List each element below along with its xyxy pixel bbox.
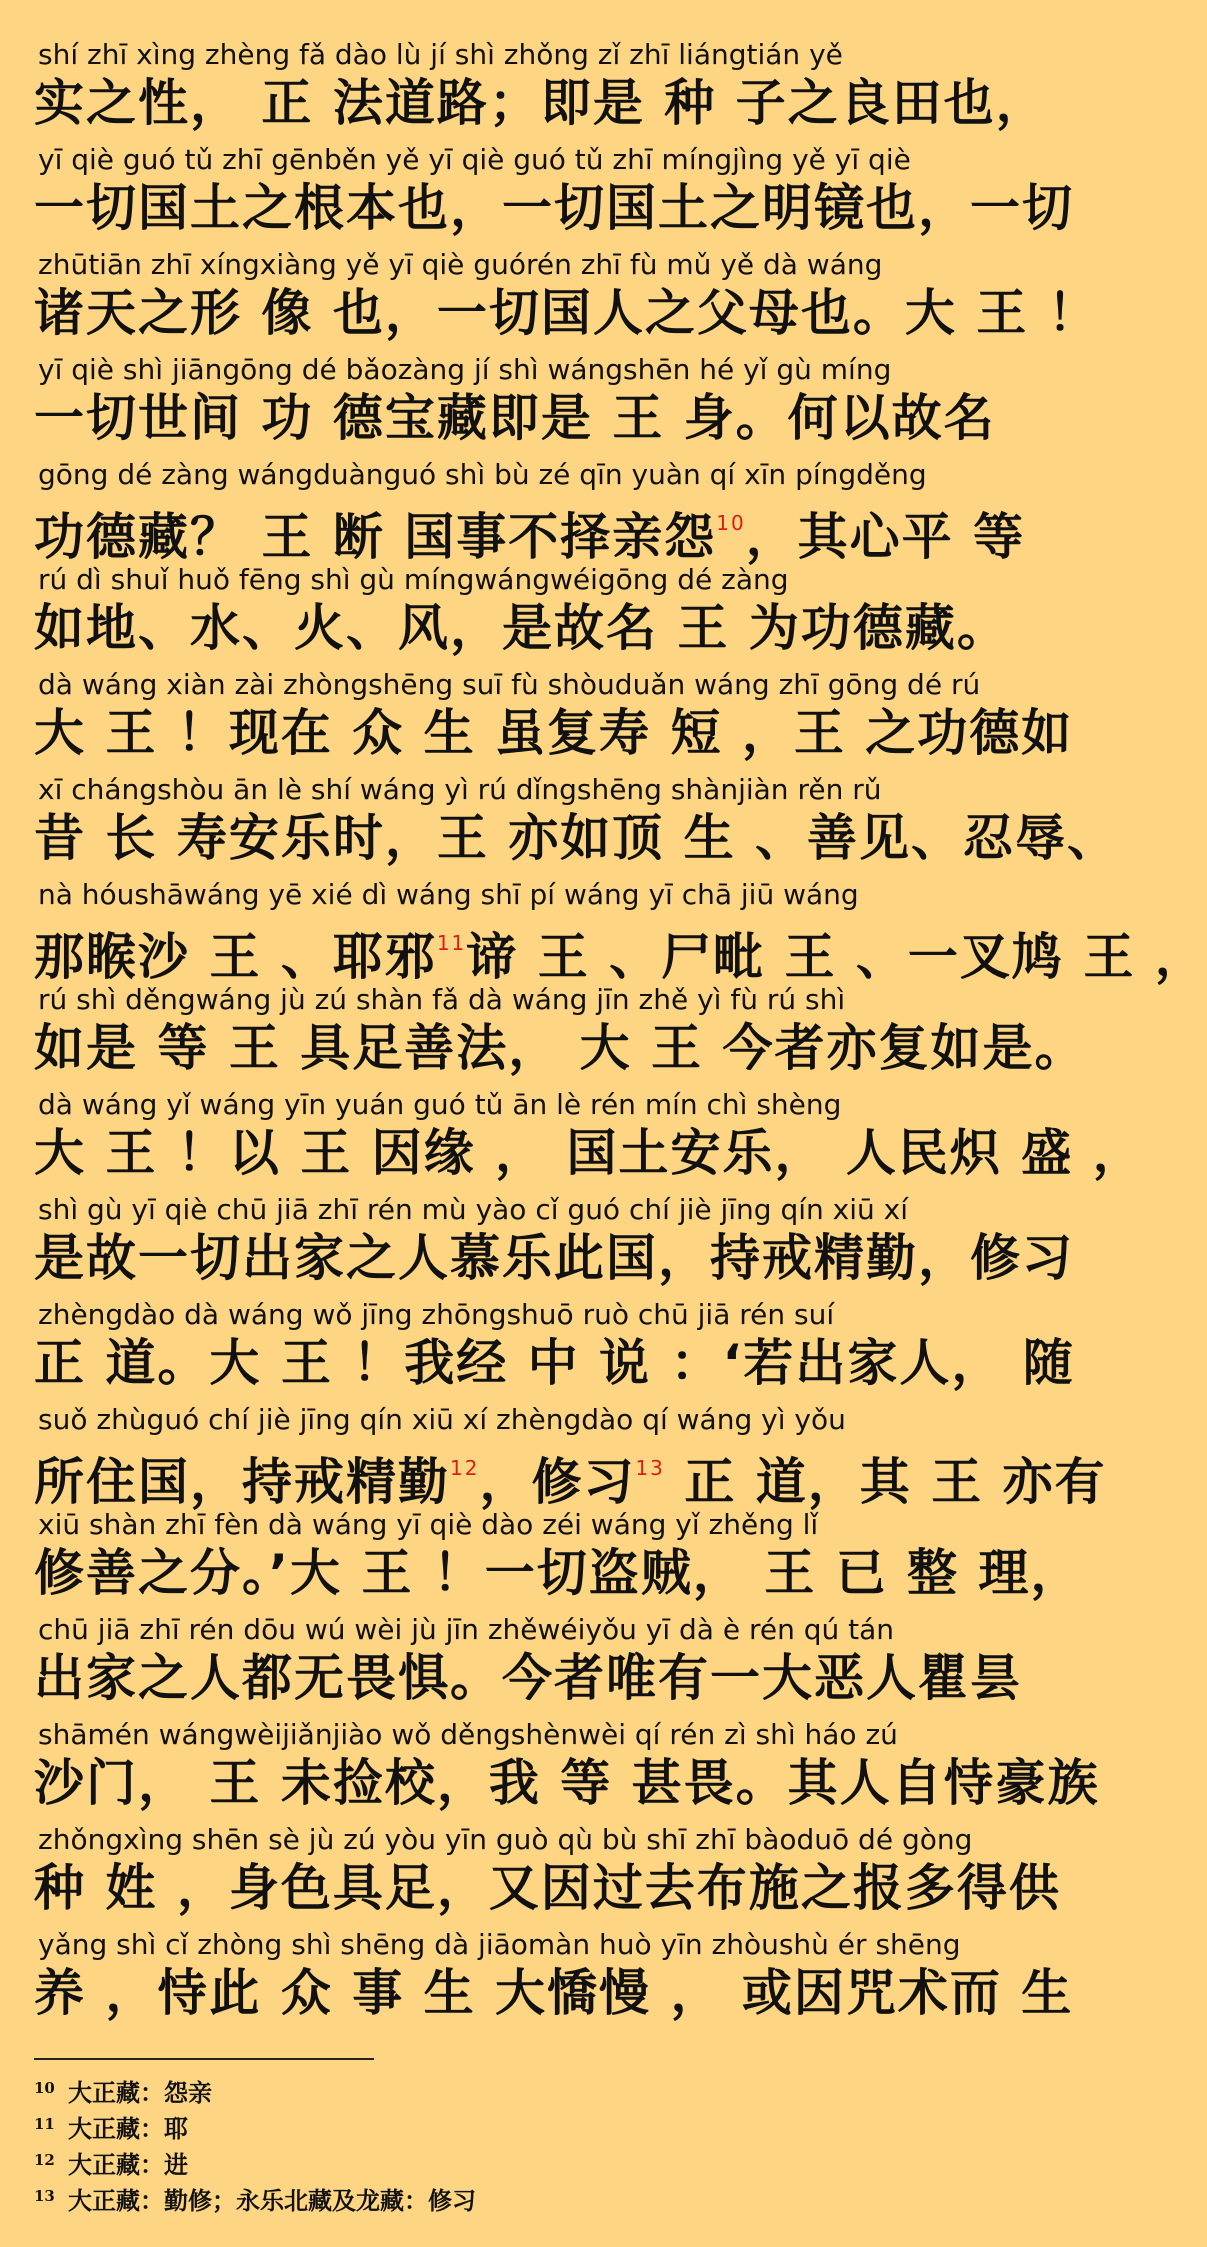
- hanzi-line: [34, 1124, 1145, 1182]
- footnote: [34, 2070, 1034, 2106]
- hanzi-line: [34, 179, 1074, 237]
- text-body: [0, 28, 1207, 2023]
- footnote-ref: 12: [450, 1456, 480, 1480]
- hanzi-text: 谛 王 、尸毗 王 、一叉鸠 王 ，: [466, 928, 1207, 986]
- pinyin-line: yǎng shì cǐ zhòng shì shēng dà jiāomàn huò yīn zhòushù ér shēng: [38, 1928, 961, 1961]
- pinyin-line: gōng dé zàng wángduànguó shì bù zé qīn yuàn qí xīn píngděng: [38, 458, 927, 491]
- hanzi-line: [34, 1019, 1087, 1077]
- footnote-ref: 13: [635, 1456, 665, 1480]
- pinyin-line: shì gù yī qiè chū jiā zhī rén mù yào cǐ guó chí jiè jīng qín xiū xí: [38, 1193, 908, 1226]
- hanzi-line: [34, 1544, 1083, 1602]
- text-line: [0, 658, 1080, 763]
- text-line: [0, 763, 1120, 868]
- footnote-number: 10: [34, 2079, 55, 2097]
- hanzi-text: 是故一切出家之人慕乐此国，持戒精勤，修习: [34, 1229, 1074, 1287]
- pinyin-line: xī chángshòu ān lè shí wáng yì rú dǐngshēng shànjiàn rěn rǔ: [38, 773, 882, 806]
- footnote: [34, 2106, 1034, 2142]
- text-line: [0, 1393, 1107, 1511]
- pinyin-line: yī qiè shì jiāngōng dé bǎozàng jí shì wángshēn hé yǐ gù míng: [38, 353, 892, 386]
- hanzi-line: [34, 1754, 1100, 1812]
- footnote-text: 大正藏：怨亲: [68, 2078, 212, 2107]
- hanzi-text: 实之性， 正 法道路；即是 种 子之良田也，: [34, 74, 1048, 132]
- text-line: [0, 238, 1100, 343]
- hanzi-text: 诸天之形 像 也，一切国人之父母也。大 王 ！: [34, 284, 1100, 342]
- text-line: [0, 1498, 1083, 1603]
- pinyin-line: rú shì děngwáng jù zú shàn fǎ dà wáng jīn zhě yì fù rú shì: [38, 983, 846, 1016]
- text-line: [0, 1288, 1080, 1393]
- footnote-text: 大正藏：勤修；永乐北藏及龙藏：修习: [68, 2186, 476, 2215]
- hanzi-text: 那睺沙 王 、耶邪: [34, 928, 437, 986]
- hanzi-text: 一切世间 功 德宝藏即是 王 身。何以故名: [34, 389, 996, 447]
- hanzi-text: 昔 长 寿安乐时，王 亦如顶 生 、善见、忍辱、: [34, 809, 1120, 867]
- text-line: [0, 868, 1207, 986]
- hanzi-text: 功德藏？ 王 断 国事不择亲怨: [34, 508, 717, 566]
- text-line: [0, 553, 1080, 658]
- pinyin-line: shāmén wángwèijiǎnjiào wǒ děngshènwèi qí rén zì shì háo zú: [38, 1718, 898, 1751]
- footnote-number: 12: [34, 2151, 55, 2169]
- hanzi-line: [34, 599, 1056, 657]
- text-line: [0, 133, 1080, 238]
- footnote-divider: [34, 2058, 374, 2060]
- hanzi-line: [34, 1964, 1074, 2022]
- footnote-text: 大正藏：耶: [68, 2114, 188, 2143]
- pinyin-line: dà wáng yǐ wáng yīn yuán guó tǔ ān lè rén mín chì shèng: [38, 1088, 842, 1121]
- hanzi-line: [34, 704, 1074, 762]
- footnote-ref: 11: [436, 931, 467, 955]
- text-line: [0, 1603, 1080, 1708]
- text-line: [0, 1918, 1080, 2023]
- hanzi-text: 修善之分。’大 王 ！一切盗贼， 王 已 整 理，: [34, 1544, 1083, 1602]
- footnote-number: 11: [34, 2115, 55, 2133]
- hanzi-text: 出家之人都无畏惧。今者唯有一大恶人瞿昙: [34, 1649, 1022, 1707]
- footnote-ref: 10: [716, 511, 746, 535]
- hanzi-text: 所住国，持戒精勤: [34, 1453, 450, 1511]
- hanzi-text: 大 王 ！现在 众 生 虽复寿 短 ，王 之功德如: [34, 704, 1074, 762]
- hanzi-text: 种 姓 ，身色具足，又因过去布施之报多得供: [34, 1859, 1061, 1917]
- text-line: [0, 1183, 1080, 1288]
- hanzi-text: 如是 等 王 具足善法， 大 王 今者亦复如是。: [34, 1019, 1087, 1077]
- text-line: [0, 343, 1080, 448]
- pinyin-line: chū jiā zhī rén dōu wú wèi jù jīn zhěwéiyǒu yī dà è rén qú tán: [38, 1613, 895, 1646]
- hanzi-text: ，其心平 等: [745, 508, 1026, 566]
- hanzi-text: ，修习: [479, 1453, 636, 1511]
- hanzi-text: 正 道，其 王 亦有: [664, 1453, 1107, 1511]
- hanzi-line: [34, 1229, 1074, 1287]
- hanzi-text: 一切国土之根本也，一切国土之明镜也，一切: [34, 179, 1074, 237]
- footnote: [34, 2142, 1034, 2178]
- pinyin-line: shí zhī xìng zhèng fǎ dào lù jí shì zhǒng zǐ zhī liángtián yě: [38, 38, 843, 71]
- hanzi-text: 正 道。大 王 ！我经 中 说 ：‘若出家人， 随: [34, 1334, 1075, 1392]
- hanzi-line: [34, 1859, 1061, 1917]
- hanzi-line: [34, 284, 1100, 342]
- text-line: [0, 448, 1080, 566]
- hanzi-line: [34, 389, 1056, 447]
- text-line: [0, 1078, 1145, 1183]
- pinyin-line: zhūtiān zhī xíngxiàng yě yī qiè guórén zhī fù mǔ yě dà wáng: [38, 248, 883, 281]
- hanzi-text: 养 ，恃此 众 事 生 大憍慢 ， 或因咒术而 生: [34, 1964, 1074, 2022]
- hanzi-line: [34, 1334, 1075, 1392]
- pinyin-line: suǒ zhùguó chí jiè jīng qín xiū xí zhèngdào qí wáng yì yǒu: [38, 1403, 846, 1436]
- hanzi-line: [34, 74, 1056, 132]
- pinyin-line: zhǒngxìng shēn sè jù zú yòu yīn guò qù bù shī zhī bàoduō dé gòng: [38, 1823, 973, 1856]
- text-line: [0, 973, 1087, 1078]
- hanzi-text: 沙门， 王 未捡校，我 等 甚畏。其人自恃豪族: [34, 1754, 1100, 1812]
- hanzi-text: 如地、水、火、风，是故名 王 为功德藏。: [34, 599, 1009, 657]
- pinyin-line: xiū shàn zhī fèn dà wáng yī qiè dào zéi wáng yǐ zhěng lǐ: [38, 1508, 819, 1541]
- hanzi-line: [34, 1649, 1056, 1707]
- hanzi-text: 大 王 ！以 王 因缘 ， 国土安乐， 人民炽 盛 ，: [34, 1124, 1145, 1182]
- pinyin-line: zhèngdào dà wáng wǒ jīng zhōngshuō ruò chū jiā rén suí: [38, 1298, 835, 1331]
- footnotes: [34, 2070, 1034, 2214]
- text-line: [0, 28, 1080, 133]
- pinyin-line: yī qiè guó tǔ zhī gēnběn yě yī qiè guó tǔ zhī míngjìng yě yī qiè: [38, 143, 911, 176]
- text-line: [0, 1813, 1080, 1918]
- pinyin-line: nà hóushāwáng yē xié dì wáng shī pí wáng yī chā jiū wáng: [38, 878, 859, 911]
- text-line: [0, 1708, 1100, 1813]
- hanzi-line: [34, 809, 1120, 867]
- pinyin-line: dà wáng xiàn zài zhòngshēng suī fù shòuduǎn wáng zhī gōng dé rú: [38, 668, 981, 701]
- footnote: [34, 2178, 1034, 2214]
- footnote-number: 13: [34, 2187, 55, 2205]
- footnote-text: 大正藏：进: [68, 2150, 188, 2179]
- pinyin-line: rú dì shuǐ huǒ fēng shì gù míngwángwéigōng dé zàng: [38, 563, 789, 596]
